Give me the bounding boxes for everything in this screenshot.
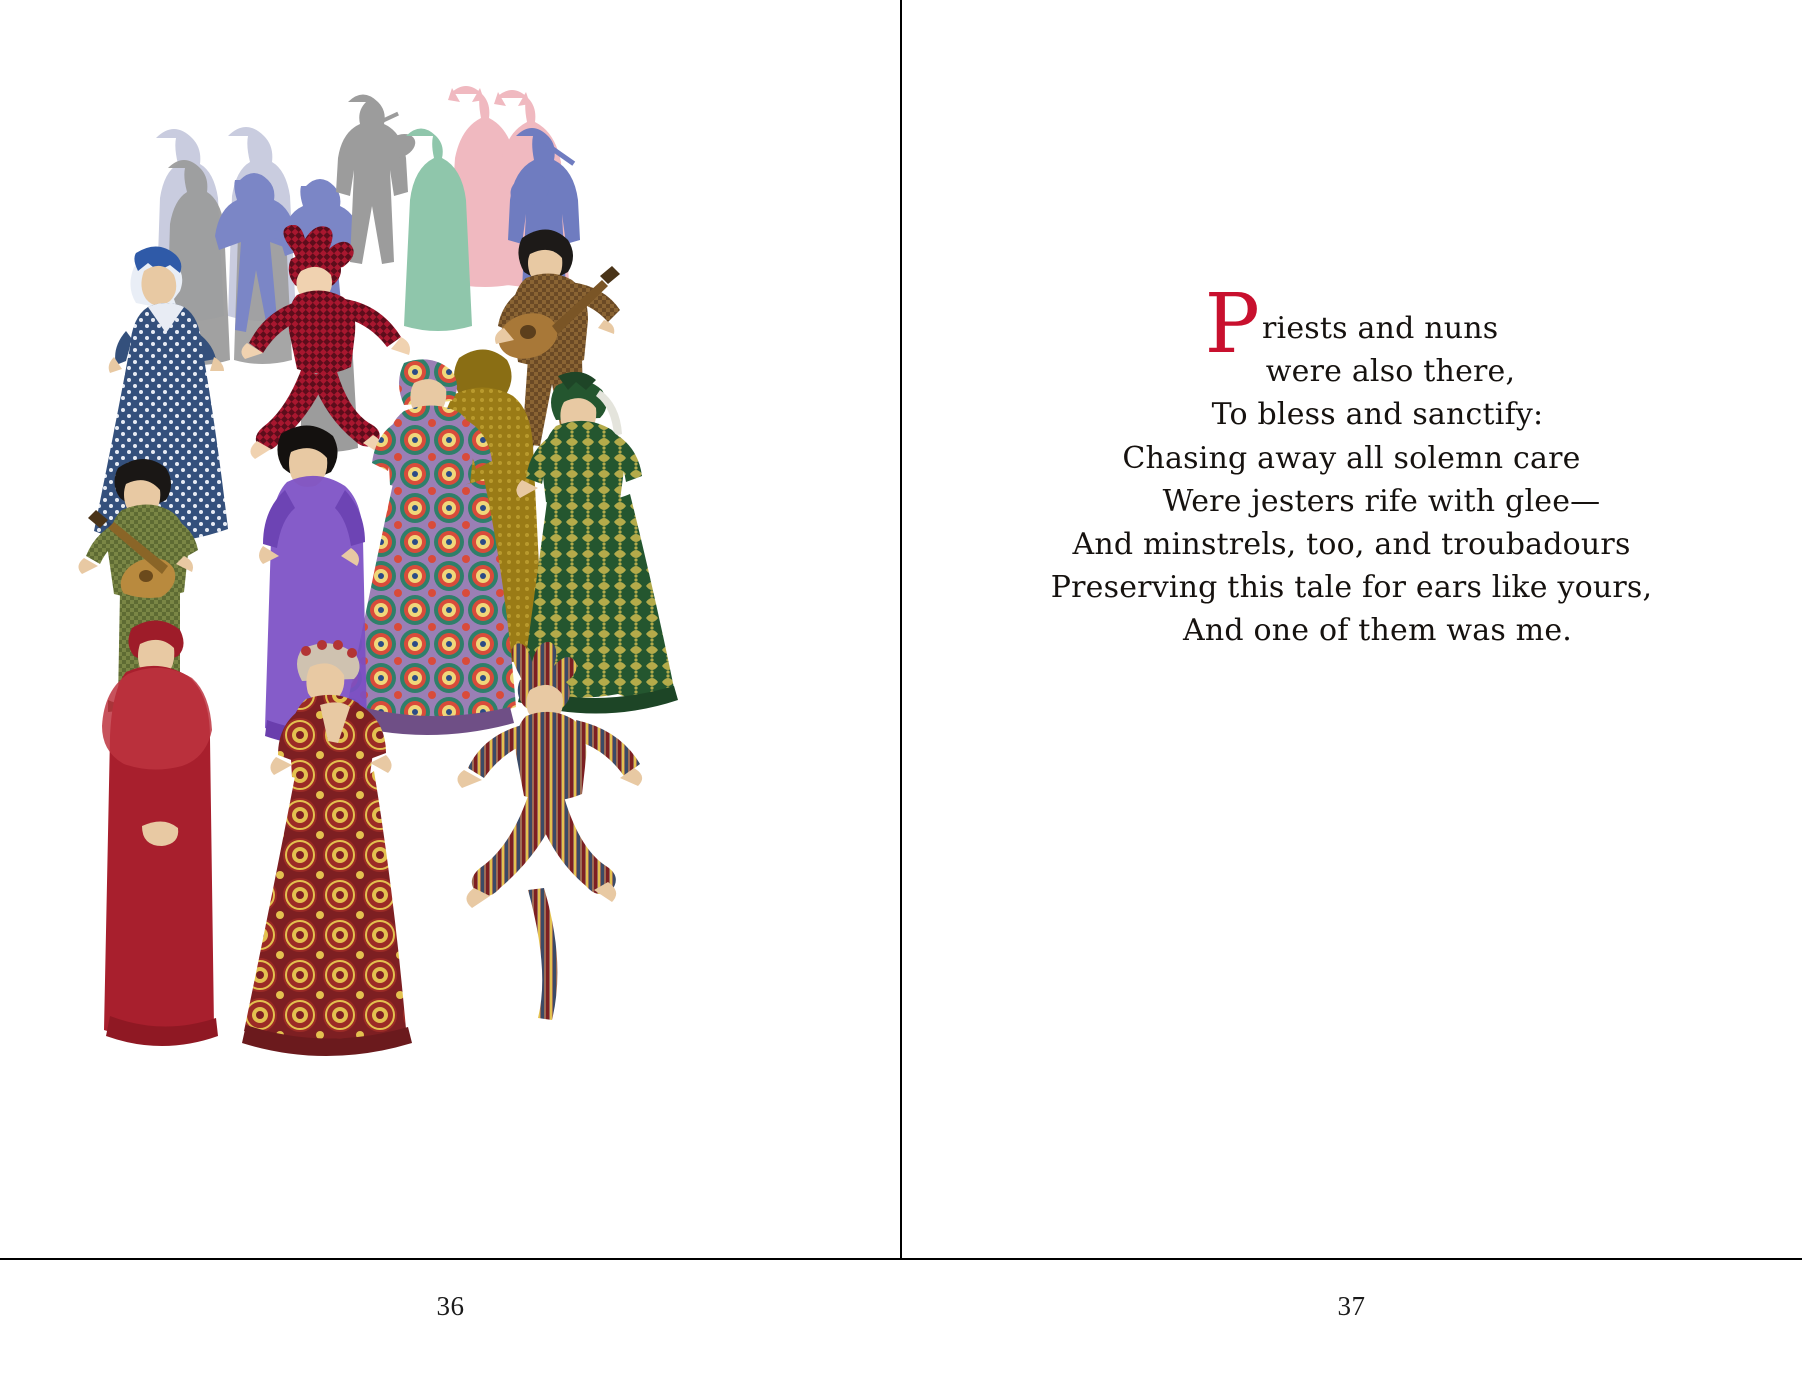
poem-block [901,277,1802,653]
lady-in-red-gold-patterned-gown [240,635,470,1065]
poem-line: Were jesters rife with glee— [1162,483,1601,519]
spread-bottom-rule [0,1258,1802,1260]
poem-line: To bless and sanctify: [1211,397,1544,433]
poem-line: And one of them was me. [1182,613,1573,649]
poem-line: Chasing away all solemn care [1122,440,1581,476]
page-number-right: 37 [1337,1291,1366,1321]
illustration-medieval-revellers [60,80,840,1080]
page-number-left: 36 [436,1291,465,1321]
poem-line: were also there, [1265,354,1516,390]
spread-gutter-rule [900,0,902,1258]
drop-cap-letter: P [1204,277,1260,372]
poem-first-line-rest: riests and nuns [1261,311,1499,346]
right-page [901,0,1802,1390]
poem-line: Preserving this tale for ears like yours, [1050,570,1653,606]
jester-striped-costume [450,640,690,1040]
poem-line: And minstrels, too, and troubadours [1072,526,1631,562]
